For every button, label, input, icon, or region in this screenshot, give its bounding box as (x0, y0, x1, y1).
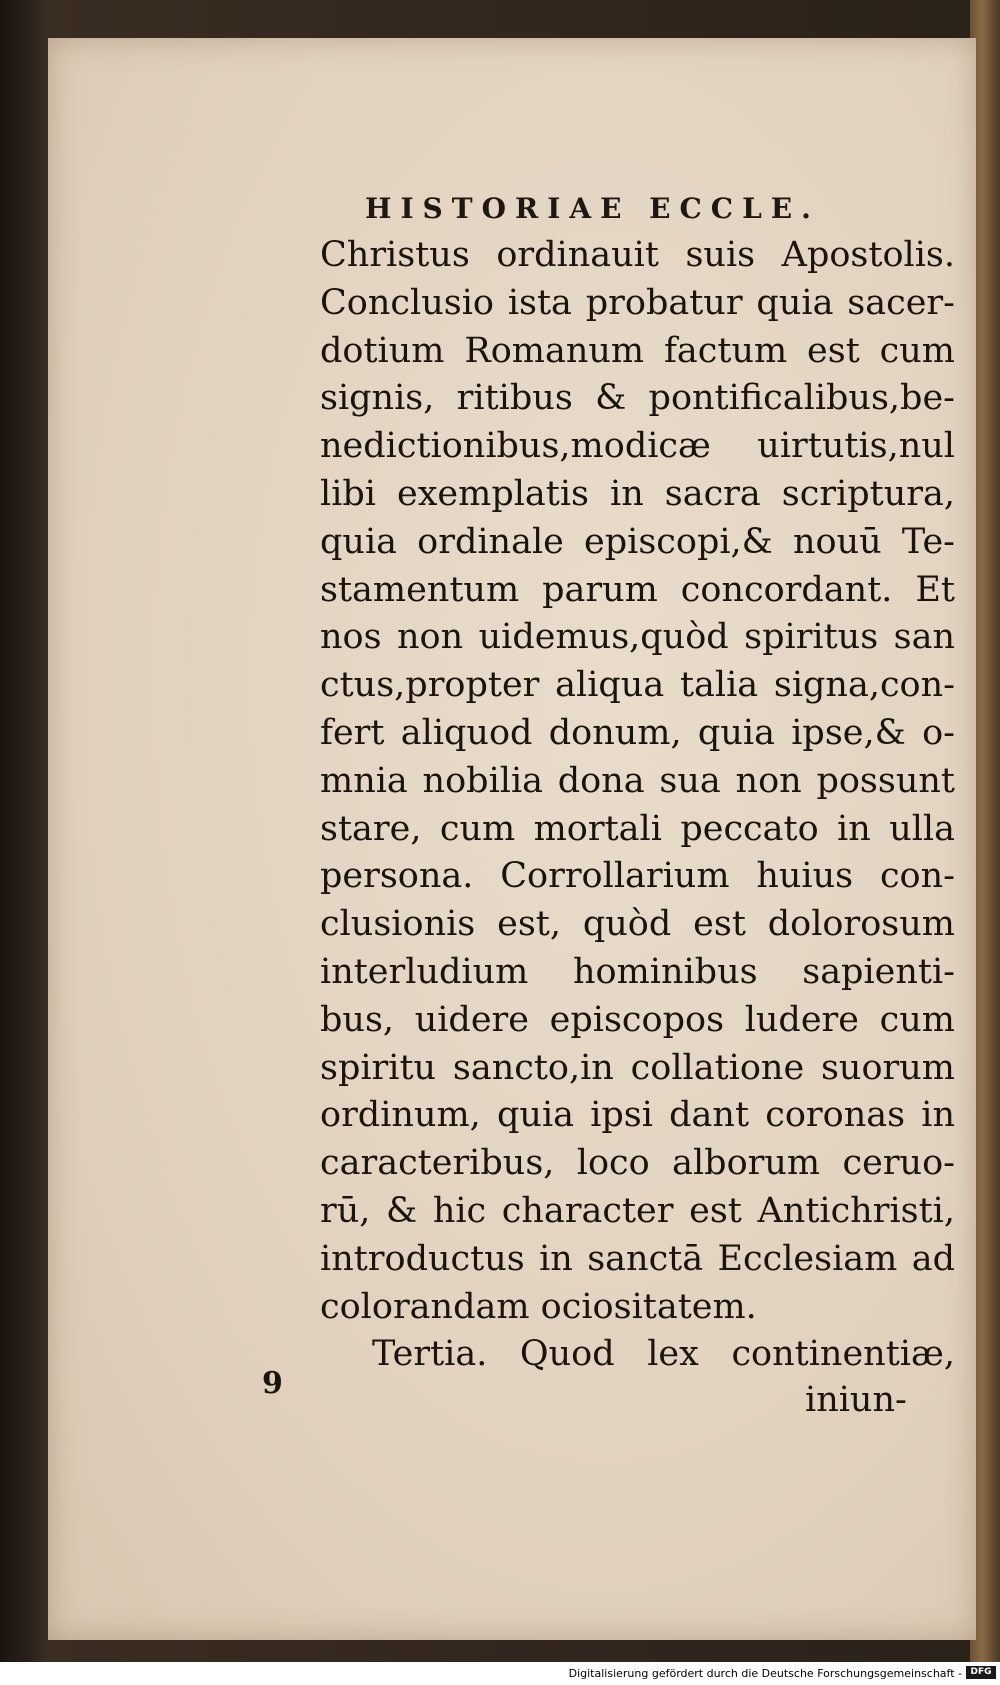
text-line: colorandam ociositatem. (320, 1286, 757, 1327)
text-line: spiritu sancto,in collatione suorum (320, 1047, 955, 1088)
text-line: caracteribus, loco alborum ceruo- (320, 1143, 955, 1184)
text-line: ctus,propter aliqua talia signa,con- (320, 665, 955, 706)
text-line: clusionis est, quòd est dolorosum (320, 904, 955, 945)
text-line: signis, ritibus & pontificalibus,be- (320, 378, 955, 419)
text-line: bus, uidere episcopos ludere cum (320, 999, 955, 1040)
text-line: nedictionibus,modicæ uirtutis,nul (320, 426, 955, 467)
text-line: introductus in sanctā Ecclesiam ad (320, 1238, 955, 1279)
text-line: mnia nobilia dona sua non possunt (320, 760, 955, 801)
text-line: stare, cum mortali peccato in ulla (320, 808, 955, 849)
text-line: quia ordinale episcopi,& nouū Te- (320, 521, 955, 562)
running-head: HISTORIAE ECCLE. (365, 192, 820, 225)
text-line: interludium hominibus sapienti- (320, 951, 955, 992)
text-line: Tertia. Quod lex continentiæ, (372, 1334, 955, 1375)
main-text-block (320, 232, 955, 1379)
text-line: Christus ordinauit suis Apostolis. (320, 235, 955, 275)
text-line: ordinum, quia ipsi dant coronas in (320, 1095, 955, 1136)
text-line: fert aliquod donum, quia ipse,& o- (320, 712, 955, 753)
margin-mark: 9 (262, 1366, 283, 1401)
text-line: dotium Romanum factum est cum (320, 330, 955, 371)
text-line: stamentum parum concordant. Et (320, 569, 955, 610)
text-line: persona. Corrollarium huius con- (320, 856, 955, 897)
dfg-logo: DFG (966, 1666, 996, 1679)
footer-credit: Digitalisierung gefördert durch die Deutsche Forschungsgemeinschaft - (568, 1667, 962, 1680)
text-line: nos non uidemus,quòd spiritus san (320, 617, 955, 658)
text-line: libi exemplatis in sacra scriptura, (320, 473, 955, 514)
text-line: Conclusio ista probatur quia sacer- (320, 282, 955, 323)
text-line: rū, & hic character est Antichristi, (320, 1190, 955, 1231)
catchword: iniun- (805, 1380, 907, 1420)
